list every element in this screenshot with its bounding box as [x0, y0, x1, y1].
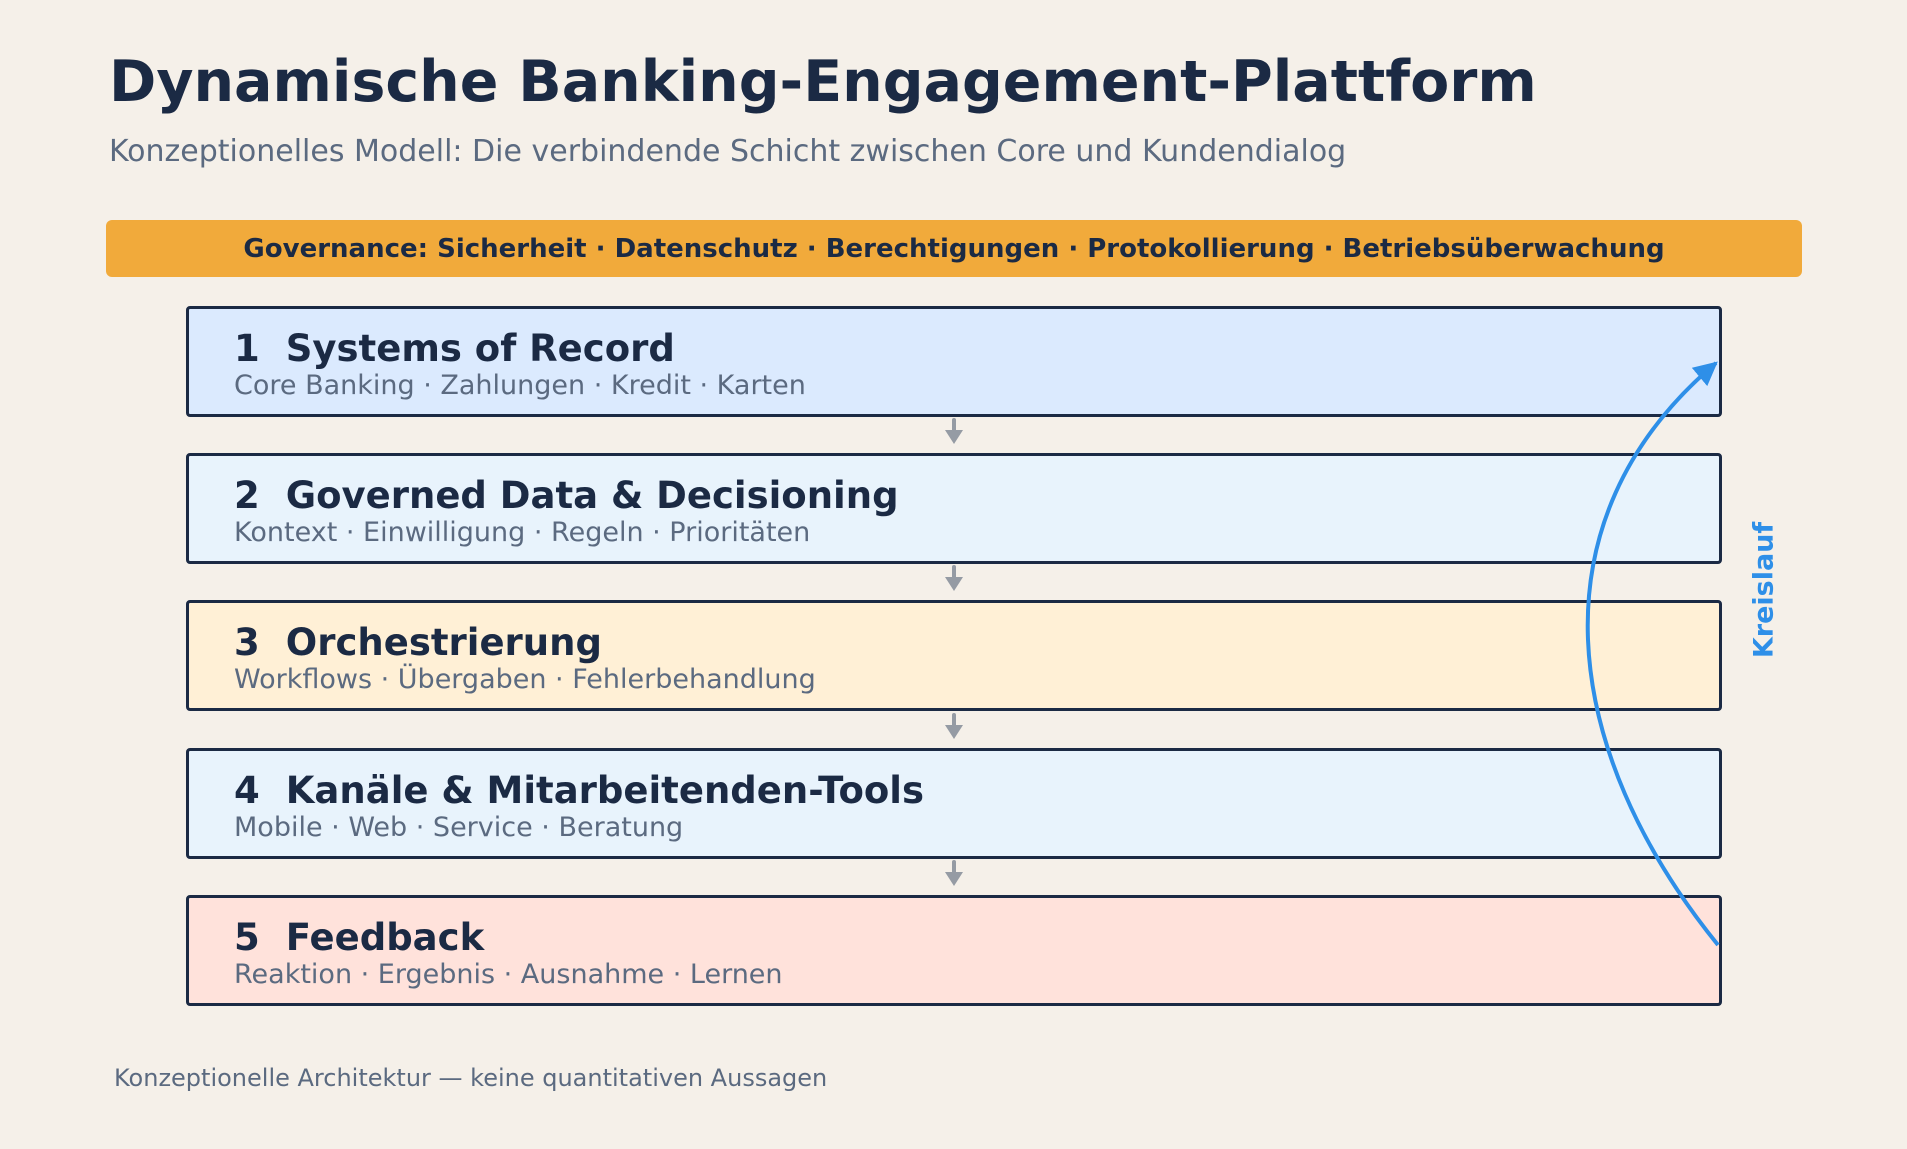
- page-subtitle: Konzeptionelles Modell: Die verbindende Schicht zwischen Core und Kundendialog: [109, 134, 1347, 169]
- layer-subtitle: Mobile · Web · Service · Beratung: [234, 812, 684, 843]
- page-title: Dynamische Banking-Engagement-Plattform: [109, 49, 1537, 115]
- flow-arrow-2-3: [945, 567, 963, 591]
- layer-number: 4: [234, 769, 260, 812]
- layer-heading: [234, 916, 484, 960]
- layer-heading: [234, 621, 602, 665]
- layer-systems-of-record: [186, 306, 1722, 417]
- layer-heading: [234, 474, 899, 518]
- layer-title: Orchestrierung: [285, 621, 602, 664]
- layer-subtitle: Workflows · Übergaben · Fehlerbehandlung: [234, 664, 816, 695]
- layer-subtitle: Kontext · Einwilligung · Regeln · Prioritäten: [234, 517, 811, 548]
- layer-subtitle: Core Banking · Zahlungen · Kredit · Karten: [234, 370, 806, 401]
- layer-title: Governed Data & Decisioning: [285, 474, 899, 517]
- layer-orchestrierung: [186, 600, 1722, 711]
- layer-kanaele-mitarbeitenden-tools: [186, 748, 1722, 859]
- layer-number: 3: [234, 621, 260, 664]
- layer-heading: [234, 327, 675, 371]
- layer-title: Kanäle & Mitarbeitenden-Tools: [285, 769, 924, 812]
- layer-number: 1: [234, 327, 260, 370]
- layer-feedback: [186, 895, 1722, 1006]
- governance-bar: [106, 220, 1802, 277]
- layer-number: 5: [234, 916, 260, 959]
- cycle-label: Kreislauf: [1748, 521, 1780, 659]
- governance-label: Governance: Sicherheit · Datenschutz · Berechtigungen · Protokollierung · Betriebsüberwachung: [243, 233, 1665, 264]
- flow-arrow-4-5: [945, 862, 963, 886]
- layer-heading: [234, 769, 924, 813]
- layer-number: 2: [234, 474, 260, 517]
- footnote: Konzeptionelle Architektur — keine quantitativen Aussagen: [114, 1064, 828, 1092]
- layer-subtitle: Reaktion · Ergebnis · Ausnahme · Lernen: [234, 959, 783, 990]
- layer-title: Feedback: [285, 916, 485, 959]
- flow-arrow-1-2: [945, 420, 963, 444]
- layer-title: Systems of Record: [285, 327, 675, 370]
- flow-arrow-3-4: [945, 715, 963, 739]
- layer-governed-data-decisioning: [186, 453, 1722, 564]
